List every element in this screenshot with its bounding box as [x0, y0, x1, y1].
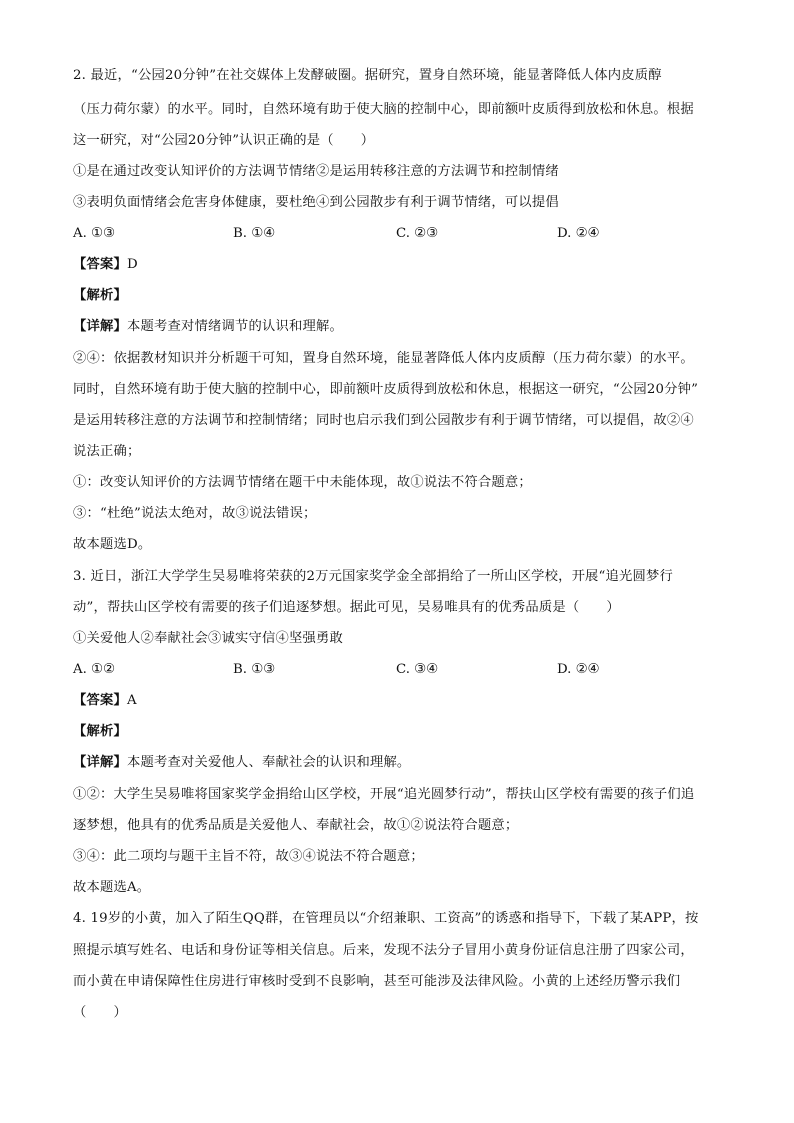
answer-label: 【答案】: [73, 693, 127, 708]
q2-detail: [73, 319, 343, 335]
q3-stem-line-1: 3. 近日，浙江大学学生吴易唯将荣获的2万元国家奖学金全部捐给了一所山区学校，开展“追光圆梦行: [73, 569, 674, 584]
q2-item-line-1: ①是在通过改变认知评价的方法调节情绪②是运用转移注意的方法调节和控制情绪: [73, 164, 559, 179]
q3-detail: [73, 755, 410, 771]
q2-explanation-line-6: ③：“杜绝”说法太绝对，故③说法错误；: [73, 506, 317, 521]
q2-stem-line-3: 这一研究，对“公园20分钟”认识正确的是（ ）: [73, 133, 375, 148]
q3-explanation-line-3: ③④：此二项均与题干主旨不符，故③④说法不符合题意；: [73, 849, 424, 864]
q2-explanation-line-1: ②④：依据教材知识并分析题干可知，置身自然环境，能显著降低人体内皮质醇（压力荷尔蒙）的水平。: [73, 351, 694, 366]
q2-option-c: C. ②③: [396, 226, 438, 241]
q3-option-d: D. ②④: [557, 662, 600, 677]
q2-explanation-line-2: 同时，自然环境有助于使大脑的控制中心，即前额叶皮质得到放松和休息，根据这一研究，“公园20分钟”: [73, 382, 699, 397]
q2-option-a: A. ①③: [73, 226, 115, 241]
q2-explanation-line-4: 说法正确；: [73, 444, 141, 459]
q2-explanation-line-7: 故本题选D。: [73, 537, 152, 552]
answer-value: A: [127, 693, 137, 708]
detail-text: 本题考查对关爱他人、奉献社会的认识和理解。: [127, 755, 411, 770]
q4-stem-line-2: 照提示填写姓名、电话和身份证等相关信息。后来，发现不法分子冒用小黄身份证信息注册了四家公司，: [73, 943, 694, 958]
answer-label: 【答案】: [73, 257, 127, 272]
detail-text: 本题考查对情绪调节的认识和理解。: [127, 319, 343, 334]
q3-stem-line-2: 动”，帮扶山区学校有需要的孩子们追逐梦想。据此可见，吴易唯具有的优秀品质是（ ）: [73, 600, 620, 615]
q3-option-b: B. ①③: [233, 662, 276, 677]
detail-label: 【详解】: [73, 319, 127, 334]
q3-explanation-line-2: 逐梦想，他具有的优秀品质是关爱他人、奉献社会，故①②说法符合题意；: [73, 818, 519, 833]
q2-explanation-line-3: 是运用转移注意的方法调节和控制情绪；同时也启示我们到公园散步有利于调节情绪，可以提倡，故②④: [73, 413, 694, 428]
q3-answer: [73, 693, 137, 709]
q2-option-b: B. ①④: [233, 226, 276, 241]
q2-stem-line-2: （压力荷尔蒙）的水平。同时，自然环境有助于使大脑的控制中心，即前额叶皮质得到放松和休息。根据: [73, 102, 694, 117]
q2-item-line-2: ③表明负面情绪会危害身体健康，要杜绝④到公园散步有利于调节情绪，可以提倡: [73, 195, 559, 210]
q2-analysis-label: 【解析】: [73, 288, 127, 303]
detail-label: 【详解】: [73, 755, 127, 770]
q2-explanation-line-5: ①：改变认知评价的方法调节情绪在题干中未能体现，故①说法不符合题意；: [73, 475, 532, 490]
q3-option-c: C. ③④: [396, 662, 438, 677]
q3-explanation-line-4: 故本题选A。: [73, 880, 151, 895]
q3-option-a: A. ①②: [73, 662, 115, 677]
q4-stem-line-1: 4. 19岁的小黄，加入了陌生QQ群，在管理员以“介绍兼职、工资高”的诱惑和指导下，下载了某APP，按: [73, 911, 699, 926]
q3-explanation-line-1: ①②：大学生吴易唯将国家奖学金捐给山区学校，开展“追光圆梦行动”，帮扶山区学校有需要的孩子们追: [73, 787, 695, 802]
q3-analysis-label: 【解析】: [73, 724, 127, 739]
q4-stem-line-3: 而小黄在申请保障性住房进行审核时受到不良影响，甚至可能涉及法律风险。小黄的上述经历警示我们: [73, 974, 681, 989]
q2-option-d: D. ②④: [557, 226, 600, 241]
q2-answer: [73, 257, 138, 273]
q3-item-line-1: ①关爱他人②奉献社会③诚实守信④坚强勇敢: [73, 631, 343, 646]
q4-stem-line-4: （ ）: [73, 1005, 127, 1020]
q2-stem-line-1: 2. 最近，“公园20分钟”在社交媒体上发酵破圈。据研究，置身自然环境，能显著降低人体内皮质醇: [73, 68, 662, 83]
answer-value: D: [127, 257, 138, 272]
